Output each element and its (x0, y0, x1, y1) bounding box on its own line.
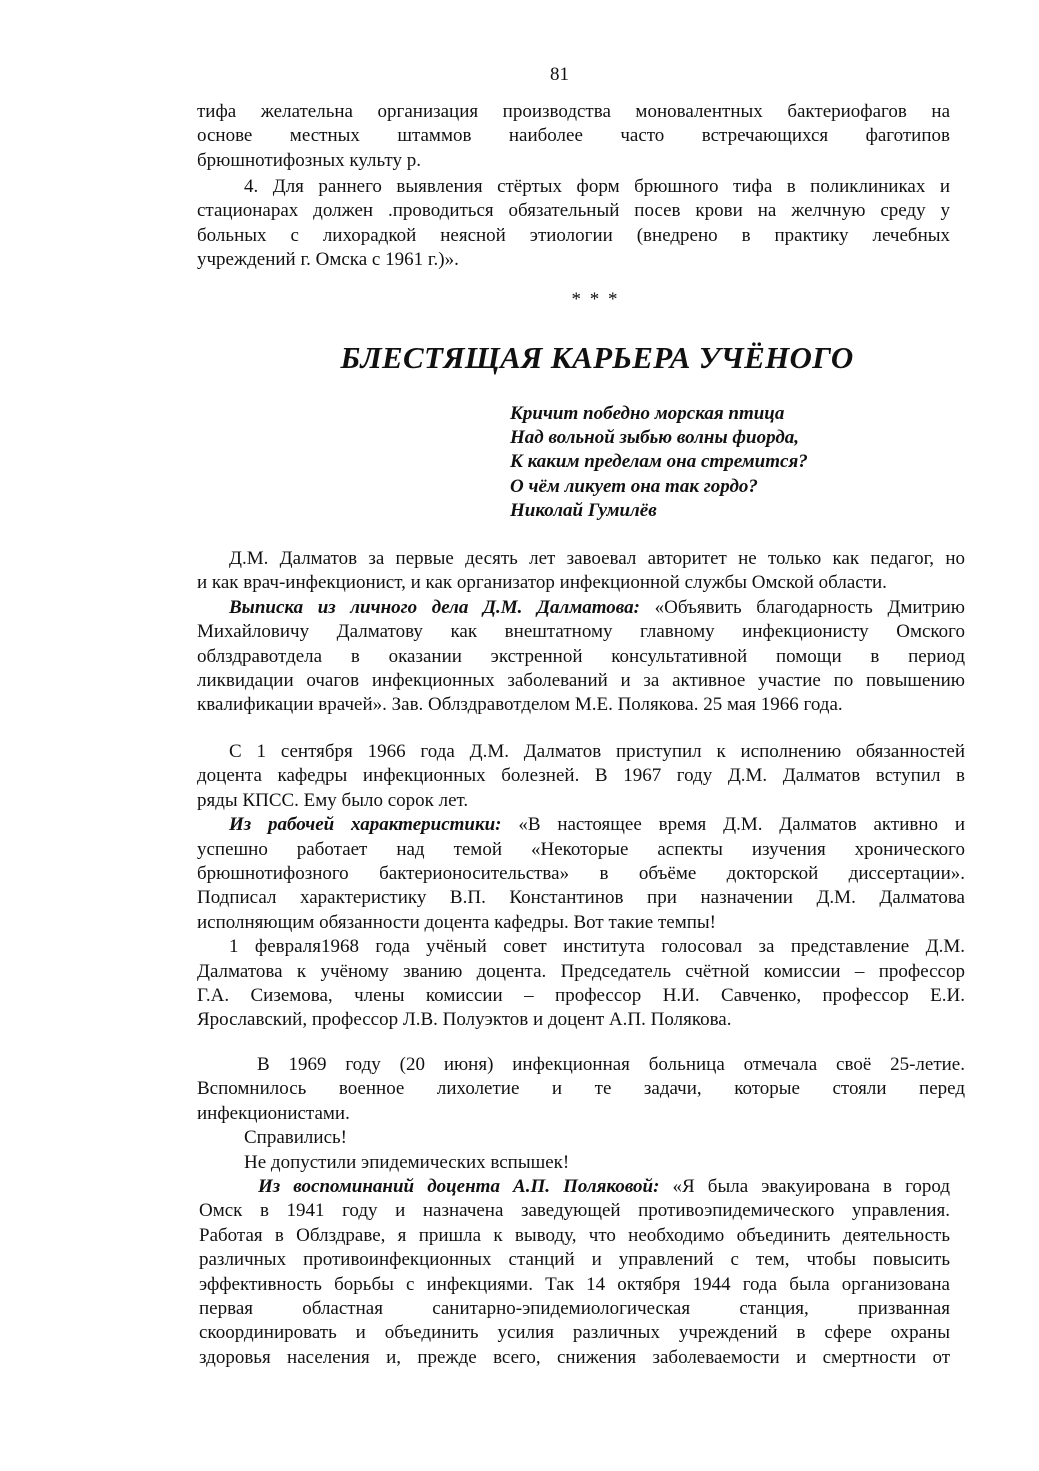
text-line: доцента кафедры инфекционных болезней. В 1967 году Д.М. Далматов вступил в (197, 765, 965, 787)
text-line: тифа желательна организация производства моновалентных бактериофагов на (197, 101, 950, 122)
text-line: Вспомнилось военное лихолетие и те задачи, которые стояли перед (197, 1078, 965, 1100)
section-separator: * * * (571, 289, 620, 310)
text-line: стационарах должен .проводиться обязательный посев крови на желчную среду у (197, 200, 950, 222)
text-line: исполняющим обязанности доцента кафедры. Вот такие темпы! (197, 911, 717, 933)
text-fragment: «Объявить благодарность Дмитрию (654, 596, 965, 618)
text-line: В 1969 году (20 июня) инфекционная больница отмечала своё 25-летие. (257, 1054, 965, 1075)
text-line: ликвидации очагов инфекционных заболеваний и за активное участие по повышению (197, 670, 965, 692)
quote-source-label: Из воспоминаний доцента А.П. Поляковой: (258, 1176, 660, 1197)
intro-paragraph-2 (197, 175, 950, 273)
text-line: различных противоинфекционных станций и управлений с тем, чтобы повысить (199, 1249, 950, 1271)
text-line: Д.М. Далматов за первые десять лет завоевал авторитет не только как педагог, но (229, 548, 965, 569)
text-line: 4. Для раннего выявления стёртых форм брюшного тифа в поликлиниках и (244, 176, 950, 197)
text-line: брюшнотифозного бактерионосительства» в объёме докторской диссертации». (197, 863, 965, 885)
text-line: Не допустили эпидемических вспышек! (244, 1151, 570, 1173)
text-line: Ярославский, профессор Л.В. Полуэктов и доцент А.П. Полякова. (197, 1009, 732, 1031)
intro-paragraph-1 (197, 100, 950, 173)
chapter-title: БЛЕСТЯЩАЯ КАРЬЕРА УЧЁНОГО (340, 340, 854, 375)
text-line: учреждений г. Омска с 1961 г.)». (197, 249, 459, 271)
epigraph-line: К каким пределам она стремится? (510, 451, 808, 473)
text-line: Справились! (244, 1127, 347, 1149)
section-2 (197, 740, 965, 1033)
text-line: Михайловичу Далматову как внештатному главному инфекционисту Омского (197, 621, 965, 643)
text-line (197, 596, 965, 620)
text-line: Г.А. Сиземова, члены комиссии – профессор Н.И. Савченко, профессор Е.И. (197, 985, 965, 1007)
section-1 (197, 547, 965, 718)
text-line: успешно работает над темой «Некоторые аспекты изучения хронического (197, 838, 965, 860)
text-line: Омск в 1941 году и назначена заведующей противоэпидемического управления. (199, 1200, 950, 1222)
text-line: С 1 сентября 1966 года Д.М. Далматов приступил к исполнению обязанностей (229, 741, 965, 762)
text-line: ряды КПСС. Ему было сорок лет. (197, 789, 469, 811)
text-line: первая областная санитарно-эпидемиологическая станция, призванная (199, 1298, 950, 1320)
epigraph-line: Над вольной зыбью волны фиорда, (510, 427, 799, 449)
text-line (197, 813, 965, 837)
text-line: Далматова к учёному званию доцента. Председатель счётной комиссии – профессор (197, 960, 965, 982)
text-line: больных с лихорадкой неясной этиологии (внедрено в практику лечебных (197, 224, 950, 246)
text-line: облздравотдела в оказании экстренной консультативной помощи в период (197, 645, 965, 667)
text-line (199, 1175, 950, 1199)
section-3 (197, 1053, 965, 1175)
text-line: скоординировать и объединить усилия различных учреждений в сфере охраны (199, 1322, 950, 1344)
quote-source-label: Выписка из личного дела Д.М. Далматова: (229, 596, 640, 618)
text-line: инфекционистами. (197, 1102, 350, 1124)
epigraph-line: Кричит победно морская птица (510, 403, 785, 424)
text-line: и как врач-инфекционист, и как организатор инфекционной службы Омской области. (197, 572, 887, 594)
text-fragment: «Я была эвакуирована в город (672, 1176, 951, 1197)
text-line: здоровья населения и, прежде всего, снижения заболеваемости и смертности от (199, 1346, 950, 1368)
text-fragment: «В настоящее время Д.М. Далматов активно и (518, 814, 966, 836)
text-line: брюшнотифозных культу р. (197, 149, 421, 171)
text-line: эффективность борьбы с инфекциями. Так 14 октября 1944 года была организована (199, 1273, 950, 1295)
quote-source-label: Из рабочей характеристики: (229, 814, 502, 836)
text-line: квалификации врачей». Зав. Облздравотделом М.Е. Полякова. 25 мая 1966 года. (197, 694, 843, 716)
text-line: 1 февраля1968 года учёный совет института голосовал за представление Д.М. (229, 936, 965, 958)
text-line: Работая в Облздраве, я пришла к выводу, что необходимо объединить деятельность (199, 1224, 950, 1246)
page-number: 81 (550, 64, 569, 85)
epigraph (510, 402, 808, 523)
text-line: Подписал характеристику В.П. Константинов при назначении Д.М. Далматова (197, 887, 965, 909)
section-3-memoir (199, 1175, 950, 1370)
epigraph-author: Николай Гумилёв (510, 499, 657, 521)
text-line: основе местных штаммов наиболее часто встречающихся фаготипов (197, 125, 950, 147)
epigraph-line: О чём ликует она так гордо? (510, 475, 758, 497)
